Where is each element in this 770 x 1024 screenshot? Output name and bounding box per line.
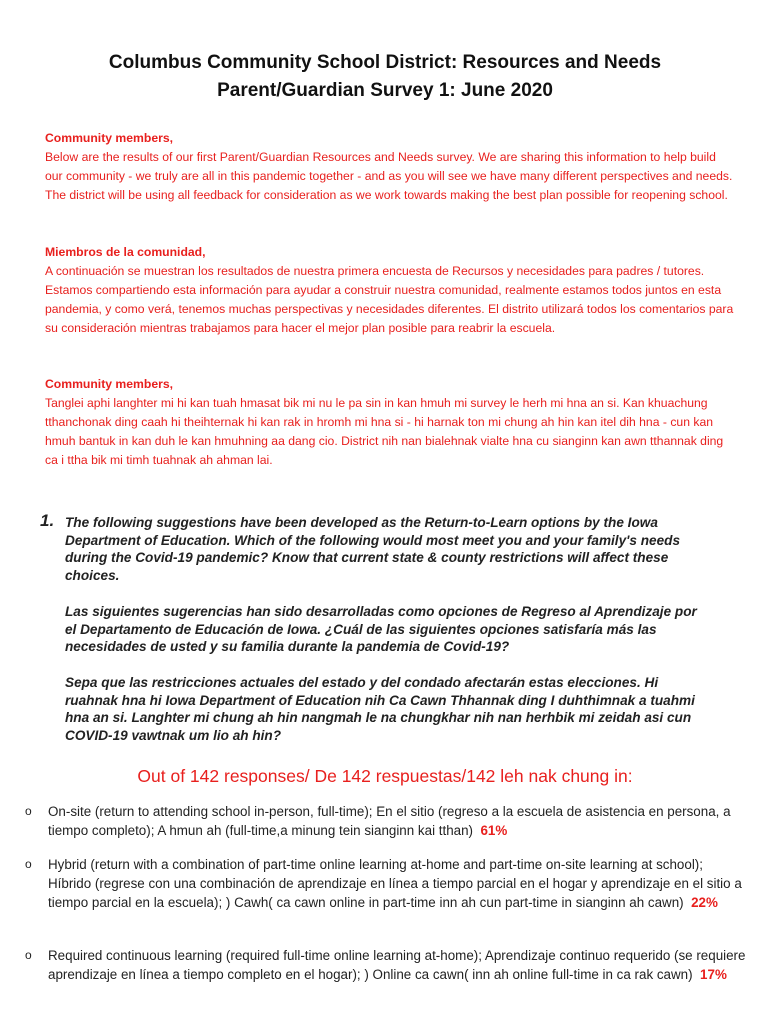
intro-spanish-body: A continuación se muestran los resultados de nuestra primera encuesta de Recursos y necesidades para padres / tutores. Estamos compartiendo esta información para ayudar a construir nuestra comunidad, realmente estamos todos juntos en esta pandemia, y como verá, tenemos muchas perspectivas y necesidades diferentes. El distrito utilizará todos los comentarios para su consideración mientras trabajamos para hacer el mejor plan posible para reabrir la escuela.: [45, 264, 734, 335]
question-english: The following suggestions have been developed as the Return-to-Learn options by the Iowa Department of Education. Which of the following would most meet you and your family's needs during the Covid-19 pandemic? Know that current state & county restrictions will affect these choices.: [65, 515, 680, 583]
intro-english-body: Below are the results of our first Parent/Guardian Resources and Needs survey. We are sharing this information to help build our community - we truly are all in this pandemic together - and as you will see we have many different perspectives and needs. The district will be using all feedback for consideration as we work towards making the best plan possible for reopening school.: [45, 150, 733, 202]
option-hybrid: [48, 855, 748, 912]
intro-english-heading: Community members,: [45, 131, 173, 145]
option-percent: 22%: [691, 895, 718, 910]
document-title-line-1: Columbus Community School District: Resources and Needs: [108, 52, 662, 73]
intro-chin-body: Tanglei aphi langhter mi hi kan tuah hmasat bik mi nu le pa sin in kan hmuh mi survey le herh mi hna an si. Kan khuachung tthanchonak ding caah hi theihternak hi kan rak in hromh mi hna si - hi harnak ton mi chung ah hin kan itel dih hna - cun kan hmuh bantuk in kan duh le kan hmuhning aa dang cio. District nih nan bialehnak vialte hna cu sianginn kan awn tthannak ding ca i ttha bik mi timh tuahnak ah ahman lai.: [45, 396, 724, 467]
option-text: Required continuous learning (required full-time online learning at-home); Aprendizaje continuo requerido (se requiere aprendizaje en línea a tiempo completo en el hogar); ) Online ca cawn( inn ah online full-time in ca rak cawn): [48, 948, 746, 982]
option-bullet: o: [25, 857, 32, 871]
question-number: 1.: [40, 511, 55, 530]
question-spanish: Las siguientes sugerencias han sido desarrolladas como opciones de Regreso al Aprendizaje por el Departamento de Educación de Iowa. ¿Cuál de las siguientes opciones satisfaría más las necesidades de usted y su familia durante la pandemia de Covid-19?: [65, 604, 697, 654]
intro-chin: [45, 375, 735, 470]
option-percent: 17%: [700, 967, 727, 982]
option-percent: 61%: [480, 823, 508, 838]
option-text: Hybrid (return with a combination of part-time online learning at-home and part-time on-site learning at school); Híbrido (regrese con una combinación de aprendizaje en línea a tiempo parcial en el hogar y aprendizaje en el sitio a tiempo parcial en la escuela); ) Cawh( ca cawn online in part-time inn ah cun part-time in sianginn ah cawn): [48, 857, 742, 910]
intro-english: [45, 129, 735, 205]
option-on-site: [48, 802, 748, 840]
intro-chin-heading: Community members,: [45, 377, 173, 391]
option-continuous-learning: [48, 946, 748, 984]
document-title-line-2: Parent/Guardian Survey 1: June 2020: [217, 80, 553, 101]
intro-spanish: [45, 243, 735, 338]
option-bullet: o: [25, 948, 32, 962]
responses-header: Out of 142 responses/ De 142 respuestas/142 leh nak chung in:: [137, 766, 633, 786]
intro-spanish-heading: Miembros de la comunidad,: [45, 245, 206, 259]
option-text: On-site (return to attending school in-person, full-time); En el sitio (regreso a la escuela de asistencia en persona, a tiempo completo); A hmun ah (full-time,a minung tein sianginn kai tthan): [48, 804, 731, 838]
question-mixed: Sepa que las restricciones actuales del estado y del condado afectarán estas elecciones. Hi ruahnak hna hi Iowa Department of Education nih Ca Cawn Thhannak ding I duhthimnak a tuahmi hna an si. Langhter mi chung ah hin nangmah le na chungkhar nih nan herhbik mi zeidah asi cun COVID-19 vawtnak um lio ah hin?: [65, 675, 695, 743]
option-bullet: o: [25, 804, 32, 818]
